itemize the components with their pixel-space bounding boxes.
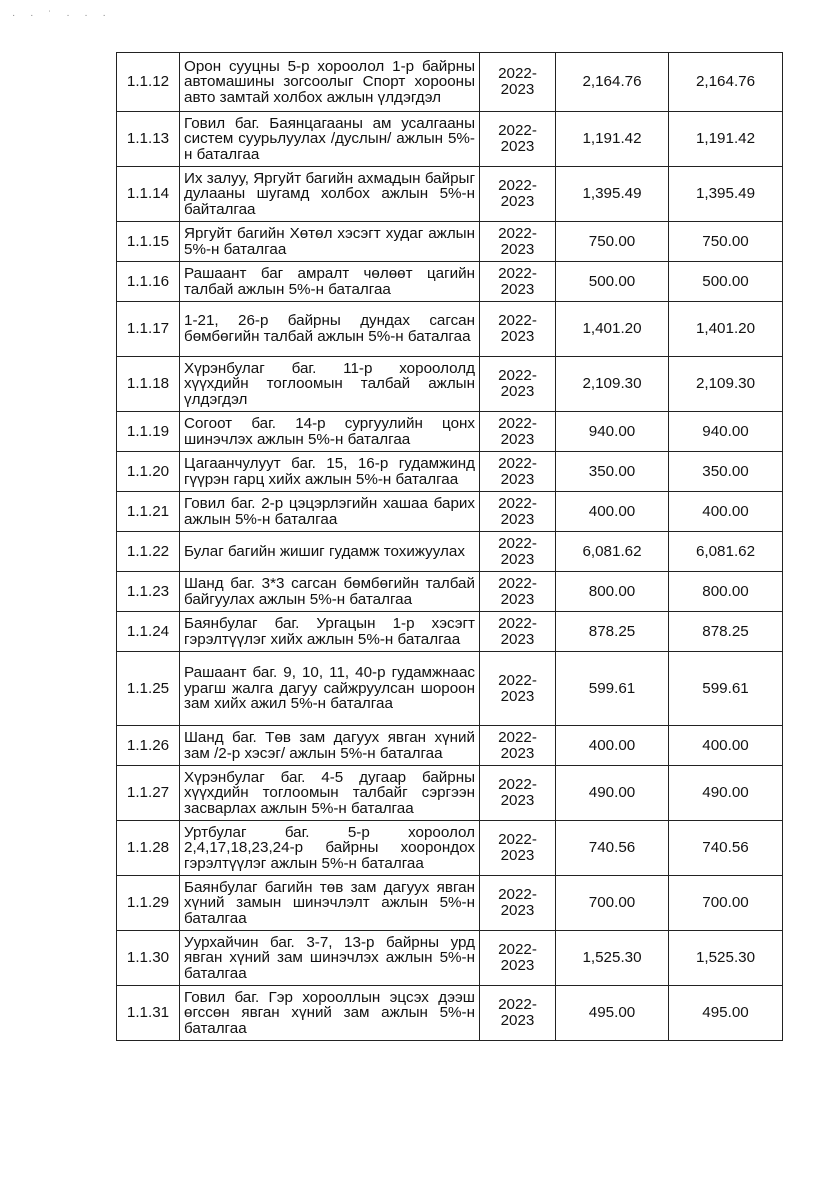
row-description: Рашаант баг. 9, 10, 11, 40-р гудамжнаас урагш жалга дагуу сайжруулсан шороон зам хийх ажил 5%-н баталгаа bbox=[180, 652, 480, 726]
table-row bbox=[117, 931, 783, 986]
row-amount-total: 740.56 bbox=[669, 821, 783, 876]
row-year: 2022- 2023 bbox=[480, 262, 556, 302]
row-amount-total: 750.00 bbox=[669, 222, 783, 262]
row-year: 2022- 2023 bbox=[480, 572, 556, 612]
row-amount-planned: 2,109.30 bbox=[556, 357, 669, 412]
row-code: 1.1.14 bbox=[117, 167, 180, 222]
row-amount-total: 490.00 bbox=[669, 766, 783, 821]
row-amount-total: 878.25 bbox=[669, 612, 783, 652]
row-amount-planned: 599.61 bbox=[556, 652, 669, 726]
row-description: Хүрэнбулаг баг. 4-5 дугаар байрны хүүхдийн тоглоомын талбайг сэргээн засварлах ажлын 5%-н баталгаа bbox=[180, 766, 480, 821]
row-amount-planned: 1,191.42 bbox=[556, 112, 669, 167]
row-code: 1.1.29 bbox=[117, 876, 180, 931]
row-code: 1.1.12 bbox=[117, 53, 180, 112]
row-amount-planned: 500.00 bbox=[556, 262, 669, 302]
table-row bbox=[117, 492, 783, 532]
table-row bbox=[117, 112, 783, 167]
table-row bbox=[117, 222, 783, 262]
row-code: 1.1.16 bbox=[117, 262, 180, 302]
scan-marks: · · ˙ · · · bbox=[12, 10, 112, 21]
row-year: 2022- 2023 bbox=[480, 876, 556, 931]
row-amount-total: 500.00 bbox=[669, 262, 783, 302]
row-amount-planned: 750.00 bbox=[556, 222, 669, 262]
row-code: 1.1.19 bbox=[117, 412, 180, 452]
row-code: 1.1.15 bbox=[117, 222, 180, 262]
table-row bbox=[117, 821, 783, 876]
row-amount-total: 2,109.30 bbox=[669, 357, 783, 412]
row-code: 1.1.24 bbox=[117, 612, 180, 652]
row-description: Говил баг. Баянцагааны ам усалгааны систем суурьлуулах /дуслын/ ажлын 5%-н баталгаа bbox=[180, 112, 480, 167]
row-amount-total: 599.61 bbox=[669, 652, 783, 726]
row-year: 2022- 2023 bbox=[480, 302, 556, 357]
row-amount-total: 1,395.49 bbox=[669, 167, 783, 222]
row-description: Рашаант баг амралт чөлөөт цагийн талбай ажлын 5%-н баталгаа bbox=[180, 262, 480, 302]
row-amount-total: 6,081.62 bbox=[669, 532, 783, 572]
row-amount-planned: 878.25 bbox=[556, 612, 669, 652]
row-description: Их залуу, Яргуйт багийн ахмадын байрыг дулааны шугамд холбох ажлын 5%-н байталгаа bbox=[180, 167, 480, 222]
row-amount-total: 800.00 bbox=[669, 572, 783, 612]
row-description: Баянбулаг багийн төв зам дагуух явган хүний замын шинэчлэлт ажлын 5%-н баталгаа bbox=[180, 876, 480, 931]
table-row bbox=[117, 652, 783, 726]
row-code: 1.1.18 bbox=[117, 357, 180, 412]
row-code: 1.1.21 bbox=[117, 492, 180, 532]
row-description: Шанд баг. 3*3 сагсан бөмбөгийн талбай байгуулах ажлын 5%-н баталгаа bbox=[180, 572, 480, 612]
table-row bbox=[117, 986, 783, 1041]
row-year: 2022- 2023 bbox=[480, 53, 556, 112]
row-year: 2022- 2023 bbox=[480, 532, 556, 572]
row-amount-planned: 400.00 bbox=[556, 492, 669, 532]
row-amount-planned: 400.00 bbox=[556, 726, 669, 766]
row-description: Согоот баг. 14-р сургуулийн цонх шинэчлэх ажлын 5%-н баталгаа bbox=[180, 412, 480, 452]
row-year: 2022- 2023 bbox=[480, 222, 556, 262]
row-amount-total: 1,191.42 bbox=[669, 112, 783, 167]
table-row bbox=[117, 766, 783, 821]
row-year: 2022- 2023 bbox=[480, 357, 556, 412]
table-row bbox=[117, 612, 783, 652]
table-row bbox=[117, 572, 783, 612]
row-description: Говил баг. Гэр хорооллын эцсэх дээш өгссөн явган хүний зам ажлын 5%-н баталгаа bbox=[180, 986, 480, 1041]
row-code: 1.1.22 bbox=[117, 532, 180, 572]
table-row bbox=[117, 726, 783, 766]
table-row bbox=[117, 302, 783, 357]
table-row bbox=[117, 357, 783, 412]
row-code: 1.1.28 bbox=[117, 821, 180, 876]
row-description: Хүрэнбулаг баг. 11-р хороололд хүүхдийн тоглоомын талбай ажлын үлдэгдэл bbox=[180, 357, 480, 412]
row-description: Уурхайчин баг. 3-7, 13-р байрны урд явган хүний зам шинэчлэх ажлын 5%-н баталгаа bbox=[180, 931, 480, 986]
row-year: 2022- 2023 bbox=[480, 766, 556, 821]
row-amount-planned: 1,395.49 bbox=[556, 167, 669, 222]
table-row bbox=[117, 412, 783, 452]
budget-table-body bbox=[117, 53, 783, 1041]
row-amount-total: 1,401.20 bbox=[669, 302, 783, 357]
row-description: Баянбулаг баг. Ургацын 1-р хэсэгт гэрэлтүүлэг хийх ажлын 5%-н баталгаа bbox=[180, 612, 480, 652]
row-year: 2022- 2023 bbox=[480, 452, 556, 492]
row-description: Булаг багийн жишиг гудамж тохижуулах bbox=[180, 532, 480, 572]
row-code: 1.1.25 bbox=[117, 652, 180, 726]
row-year: 2022- 2023 bbox=[480, 931, 556, 986]
row-amount-planned: 940.00 bbox=[556, 412, 669, 452]
row-code: 1.1.30 bbox=[117, 931, 180, 986]
row-code: 1.1.26 bbox=[117, 726, 180, 766]
row-amount-total: 700.00 bbox=[669, 876, 783, 931]
row-amount-planned: 1,401.20 bbox=[556, 302, 669, 357]
row-code: 1.1.20 bbox=[117, 452, 180, 492]
row-code: 1.1.17 bbox=[117, 302, 180, 357]
row-amount-planned: 2,164.76 bbox=[556, 53, 669, 112]
row-year: 2022- 2023 bbox=[480, 986, 556, 1041]
row-amount-planned: 740.56 bbox=[556, 821, 669, 876]
row-amount-planned: 800.00 bbox=[556, 572, 669, 612]
row-amount-total: 400.00 bbox=[669, 726, 783, 766]
table-row bbox=[117, 532, 783, 572]
row-amount-planned: 490.00 bbox=[556, 766, 669, 821]
row-description: Говил баг. 2-р цэцэрлэгийн хашаа барих ажлын 5%-н баталгаа bbox=[180, 492, 480, 532]
row-description: Яргуйт багийн Хөтөл хэсэгт худаг ажлын 5%-н баталгаа bbox=[180, 222, 480, 262]
row-year: 2022- 2023 bbox=[480, 821, 556, 876]
row-amount-total: 495.00 bbox=[669, 986, 783, 1041]
row-amount-total: 1,525.30 bbox=[669, 931, 783, 986]
row-code: 1.1.31 bbox=[117, 986, 180, 1041]
row-amount-total: 940.00 bbox=[669, 412, 783, 452]
row-amount-total: 2,164.76 bbox=[669, 53, 783, 112]
row-year: 2022- 2023 bbox=[480, 726, 556, 766]
row-amount-planned: 700.00 bbox=[556, 876, 669, 931]
table-row bbox=[117, 167, 783, 222]
row-code: 1.1.23 bbox=[117, 572, 180, 612]
row-year: 2022- 2023 bbox=[480, 652, 556, 726]
row-amount-planned: 495.00 bbox=[556, 986, 669, 1041]
row-year: 2022- 2023 bbox=[480, 112, 556, 167]
row-description: Шанд баг. Төв зам дагуух явган хүний зам /2-р хэсэг/ ажлын 5%-н баталгаа bbox=[180, 726, 480, 766]
row-year: 2022- 2023 bbox=[480, 412, 556, 452]
row-amount-planned: 1,525.30 bbox=[556, 931, 669, 986]
row-description: 1-21, 26-р байрны дундах сагсан бөмбөгийн талбай ажлын 5%-н баталгаа bbox=[180, 302, 480, 357]
row-description: Цагаанчулуут баг. 15, 16-р гудамжинд гүүрэн гарц хийх ажлын 5%-н баталгаа bbox=[180, 452, 480, 492]
row-year: 2022- 2023 bbox=[480, 167, 556, 222]
row-amount-planned: 350.00 bbox=[556, 452, 669, 492]
table-row bbox=[117, 53, 783, 112]
row-description: Уртбулаг баг. 5-р хороолол 2,4,17,18,23,24-р байрны хоорондох гэрэлтүүлэг ажлын 5%-н баталгаа bbox=[180, 821, 480, 876]
row-code: 1.1.13 bbox=[117, 112, 180, 167]
row-amount-planned: 6,081.62 bbox=[556, 532, 669, 572]
table-row bbox=[117, 262, 783, 302]
row-year: 2022- 2023 bbox=[480, 492, 556, 532]
row-year: 2022- 2023 bbox=[480, 612, 556, 652]
row-description: Орон сууцны 5-р хороолол 1-р байрны автомашины зогсоолыг Спорт хорооны авто замтай холбох ажлын үлдэгдэл bbox=[180, 53, 480, 112]
budget-table bbox=[116, 52, 783, 1041]
table-row bbox=[117, 452, 783, 492]
row-code: 1.1.27 bbox=[117, 766, 180, 821]
table-row bbox=[117, 876, 783, 931]
row-amount-total: 400.00 bbox=[669, 492, 783, 532]
row-amount-total: 350.00 bbox=[669, 452, 783, 492]
